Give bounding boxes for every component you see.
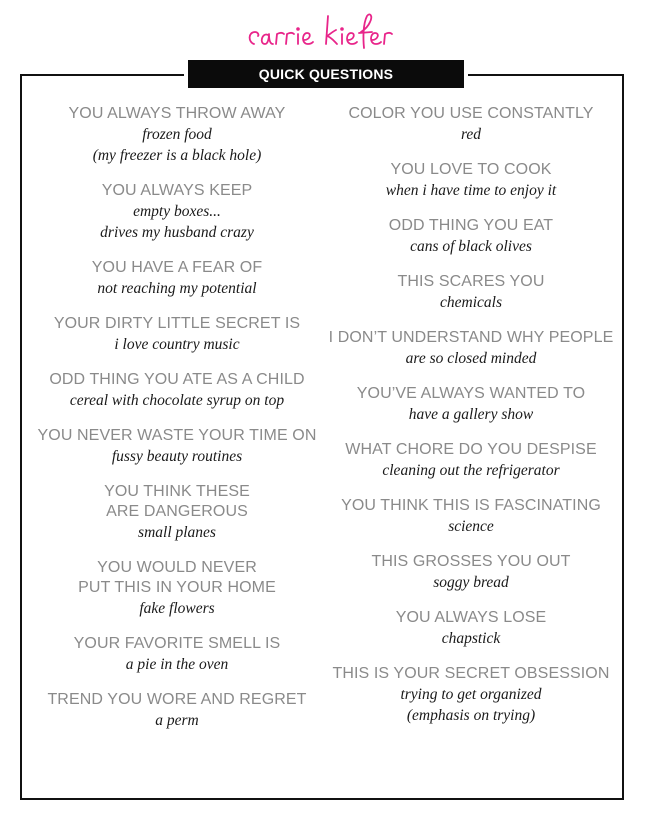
question-text: YOUR DIRTY LITTLE SECRET IS	[53, 315, 301, 332]
answer-text: fussy beauty routines	[111, 448, 243, 465]
question-text: YOUR FAVORITE SMELL IS	[73, 635, 281, 652]
question-text: YOU THINK THESE ARE DANGEROUS	[104, 483, 250, 520]
answer-text: chapstick	[441, 630, 501, 647]
question-text: YOU HAVE A FEAR OF	[91, 259, 263, 276]
qa-item	[26, 104, 328, 166]
question-text: THIS IS YOUR SECRET OBSESSION	[332, 665, 610, 682]
answer-text: i love country music	[114, 336, 240, 353]
answer-text: not reaching my potential	[97, 280, 257, 297]
qa-item	[322, 216, 620, 257]
qa-item	[26, 482, 328, 543]
answer-text: are so closed minded	[405, 350, 537, 367]
answer-text: cereal with chocolate syrup on top	[69, 392, 285, 409]
question-text: TREND YOU WORE AND REGRET	[47, 691, 307, 708]
handwritten-signature	[224, 2, 424, 62]
qa-item	[26, 181, 328, 243]
qa-item	[26, 558, 328, 619]
question-text: WHAT CHORE DO YOU DESPISE	[345, 441, 597, 458]
question-text: COLOR YOU USE CONSTANTLY	[348, 105, 594, 122]
question-text: THIS GROSSES YOU OUT	[371, 553, 571, 570]
question-text: YOU ALWAYS KEEP	[101, 182, 253, 199]
question-text: YOU’VE ALWAYS WANTED TO	[356, 385, 586, 402]
qa-item	[26, 426, 328, 467]
left-question-column	[26, 104, 328, 746]
qa-item	[322, 608, 620, 649]
answer-text: soggy bread	[433, 574, 509, 591]
question-text: YOU ALWAYS THROW AWAY	[68, 105, 286, 122]
answer-text: trying to get organized (emphasis on trying)	[400, 686, 542, 724]
answer-text: empty boxes... drives my husband crazy	[100, 203, 254, 241]
qa-item	[26, 634, 328, 675]
answer-text: cleaning out the refrigerator	[382, 462, 560, 479]
question-text: ODD THING YOU EAT	[388, 217, 554, 234]
qa-item	[26, 258, 328, 299]
qa-item	[322, 160, 620, 201]
qa-item	[26, 690, 328, 731]
answer-text: red	[460, 126, 482, 143]
qa-item	[322, 552, 620, 593]
answer-text: a pie in the oven	[125, 656, 229, 673]
qa-item	[322, 272, 620, 313]
qa-item	[322, 440, 620, 481]
answer-text: frozen food (my freezer is a black hole)	[92, 126, 262, 164]
answer-text: when i have time to enjoy it	[385, 182, 557, 199]
question-text: ODD THING YOU ATE AS A CHILD	[49, 371, 305, 388]
qa-item	[26, 314, 328, 355]
question-text: YOU THINK THIS IS FASCINATING	[341, 497, 601, 514]
answer-text: a perm	[155, 712, 199, 729]
question-text: YOU ALWAYS LOSE	[395, 609, 547, 626]
question-text: YOU WOULD NEVER PUT THIS IN YOUR HOME	[78, 559, 276, 596]
answer-text: fake flowers	[139, 600, 215, 617]
banner-title: QUICK QUESTIONS	[188, 60, 464, 88]
signature-logo	[0, 2, 648, 62]
question-text: YOU NEVER WASTE YOUR TIME ON	[37, 427, 317, 444]
qa-item	[322, 664, 620, 726]
answer-text: science	[448, 518, 494, 535]
qa-item	[322, 384, 620, 425]
answer-text: small planes	[138, 524, 216, 541]
qa-item	[322, 104, 620, 145]
right-question-column	[322, 104, 620, 741]
question-text: THIS SCARES YOU	[397, 273, 545, 290]
qa-item	[322, 496, 620, 537]
answer-text: cans of black olives	[410, 238, 532, 255]
answer-text: chemicals	[440, 294, 502, 311]
question-text: I DON’T UNDERSTAND WHY PEOPLE	[328, 329, 614, 346]
answer-text: have a gallery show	[408, 406, 534, 423]
question-text: YOU LOVE TO COOK	[390, 161, 552, 178]
qa-item	[26, 370, 328, 411]
qa-item	[322, 328, 620, 369]
